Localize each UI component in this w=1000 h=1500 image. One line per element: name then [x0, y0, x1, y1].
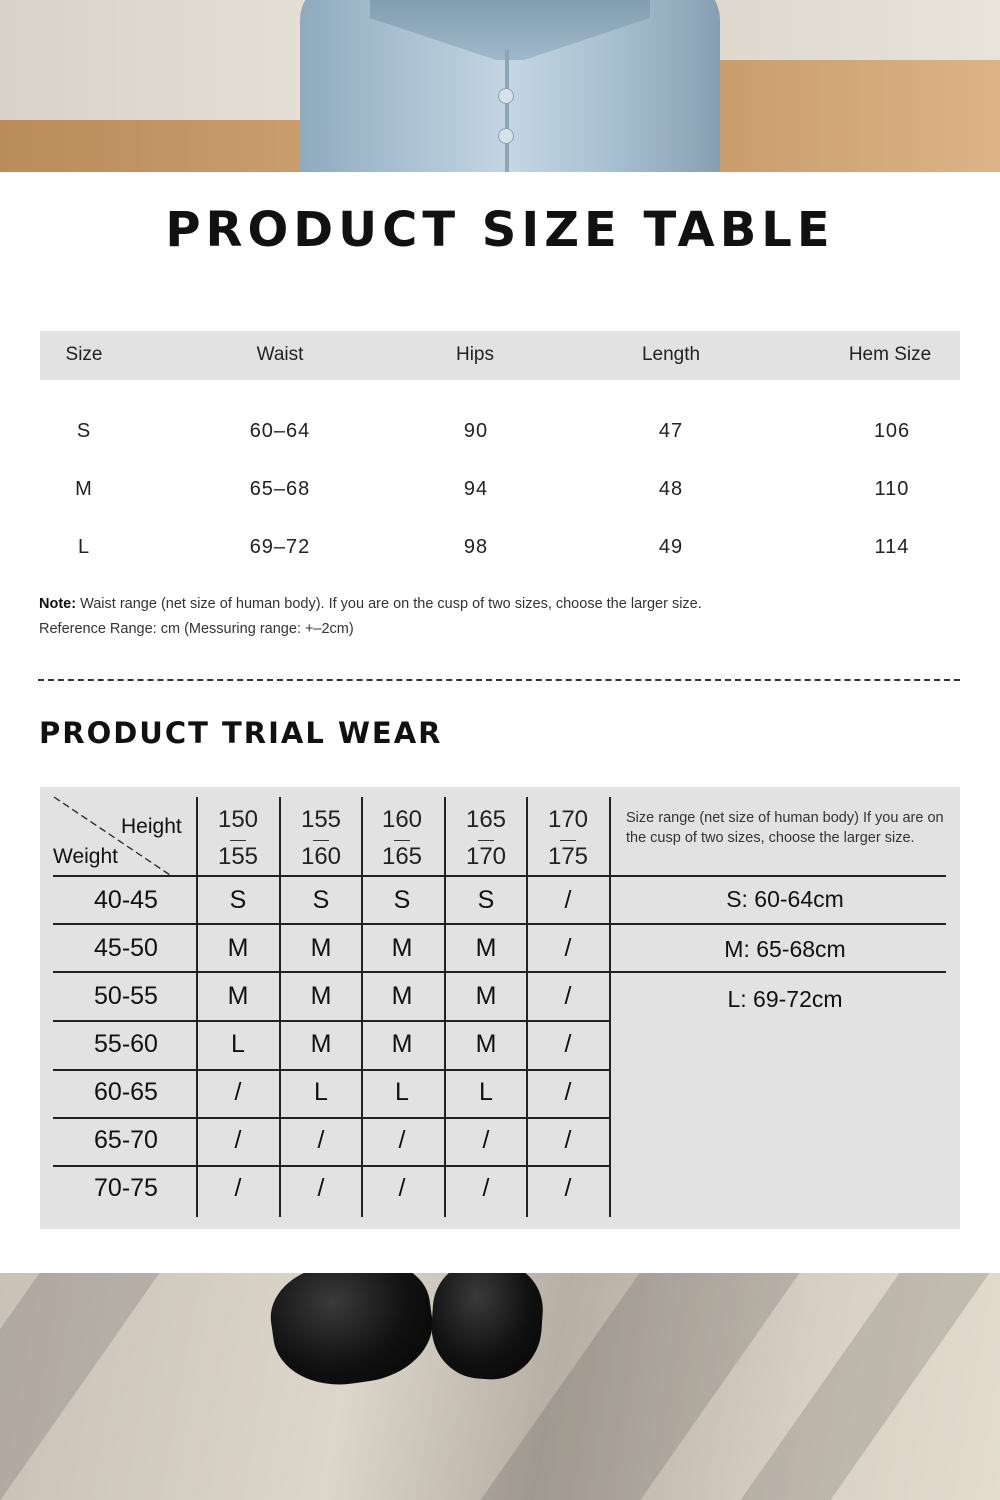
trial-size-cell: M	[475, 934, 497, 962]
height-range-top: 150	[217, 806, 259, 833]
trial-size-cell: /	[234, 1078, 242, 1106]
trial-size-cell: S	[477, 886, 495, 914]
weight-range: 40-45	[94, 886, 158, 914]
trial-size-cell: M	[227, 982, 249, 1010]
table-cell: 94	[463, 478, 489, 500]
height-range-top: 170	[547, 806, 589, 833]
table-cell: 47	[658, 420, 684, 442]
trial-size-cell: M	[391, 934, 413, 962]
grid-line	[609, 797, 611, 1217]
trial-size-cell: /	[234, 1126, 242, 1154]
trial-size-cell: M	[475, 1030, 497, 1058]
table-cell: L	[77, 536, 91, 558]
trial-size-cell: S	[229, 886, 247, 914]
range-dash	[394, 840, 410, 841]
height-range-bottom: 165	[381, 843, 423, 870]
table-cell: 65–68	[249, 478, 311, 500]
range-dash	[560, 840, 576, 841]
trial-size-cell: /	[564, 1078, 572, 1106]
grid-line	[53, 923, 946, 925]
table-cell: 114	[874, 536, 910, 558]
trial-size-cell: L	[395, 1078, 409, 1106]
range-l: L: 69-72cm	[727, 986, 843, 1012]
table-cell: 69–72	[249, 536, 311, 558]
header-hem-size: Hem Size	[848, 344, 932, 365]
trial-size-cell: M	[310, 982, 332, 1010]
trial-size-cell: M	[475, 982, 497, 1010]
weight-label: Weight	[53, 845, 118, 868]
table-cell: 90	[463, 420, 489, 442]
header-size: Size	[65, 344, 103, 365]
table-cell: 98	[463, 536, 489, 558]
weight-range: 45-50	[94, 934, 158, 962]
trial-size-cell: M	[391, 982, 413, 1010]
trial-size-cell: M	[310, 1030, 332, 1058]
shirt-placket	[505, 50, 509, 172]
range-dash	[313, 840, 329, 841]
page-title: PRODUCT SIZE TABLE	[165, 202, 835, 258]
height-range-bottom: 160	[300, 843, 342, 870]
trial-size-cell: M	[391, 1030, 413, 1058]
trial-size-cell: /	[482, 1126, 490, 1154]
table-cell: 48	[658, 478, 684, 500]
trial-size-cell: /	[234, 1174, 242, 1202]
trial-size-cell: /	[564, 1030, 572, 1058]
table-cell: 60–64	[249, 420, 311, 442]
shadow	[0, 1273, 159, 1500]
trial-size-cell: S	[393, 886, 411, 914]
height-range-top: 155	[300, 806, 342, 833]
section-title: PRODUCT TRIAL WEAR	[39, 716, 443, 750]
top-product-photo	[0, 0, 1000, 172]
weight-range: 55-60	[94, 1030, 158, 1058]
grid-line	[53, 1069, 610, 1071]
shirt-button	[498, 128, 514, 144]
note-text: Waist range (net size of human body). If you are on the cusp of two sizes, choose the larger size.	[76, 596, 702, 612]
right-shoe	[428, 1273, 546, 1383]
trial-size-cell: L	[314, 1078, 328, 1106]
trial-size-cell: /	[398, 1174, 406, 1202]
trial-size-cell: /	[564, 934, 572, 962]
table-cell: 110	[874, 478, 910, 500]
shadow	[741, 1273, 990, 1500]
note-label: Note:	[39, 596, 77, 612]
grid-line	[53, 971, 946, 973]
dashed-divider	[38, 679, 960, 681]
trial-size-cell: L	[479, 1078, 493, 1106]
range-dash	[478, 840, 494, 841]
height-range-bottom: 155	[217, 843, 259, 870]
left-shoe	[264, 1273, 439, 1394]
header-length: Length	[641, 344, 701, 365]
range-s: S: 60-64cm	[726, 886, 844, 912]
trial-size-cell: /	[482, 1174, 490, 1202]
table-cell: M	[75, 478, 93, 500]
grid-line	[53, 1020, 610, 1022]
table-cell: 49	[658, 536, 684, 558]
range-dash	[230, 840, 246, 841]
shirt-button	[498, 88, 514, 104]
table-cell: S	[76, 420, 92, 442]
grid-line	[53, 1165, 610, 1167]
size-note	[39, 596, 702, 612]
height-range-top: 160	[381, 806, 423, 833]
height-range-top: 165	[465, 806, 507, 833]
trial-size-cell: /	[317, 1126, 325, 1154]
range-m: M: 65-68cm	[724, 936, 846, 962]
height-range-bottom: 175	[547, 843, 589, 870]
size-table-header	[40, 331, 960, 380]
size-range-info: Size range (net size of human body) If you are on the cusp of two sizes, choose the larger size.	[626, 810, 944, 846]
trial-size-cell: /	[564, 1174, 572, 1202]
header-hips: Hips	[455, 344, 494, 365]
height-range-bottom: 170	[465, 843, 507, 870]
trial-size-cell: /	[564, 1126, 572, 1154]
trial-size-cell: M	[227, 934, 249, 962]
trial-size-cell: /	[317, 1174, 325, 1202]
table-cell: 106	[873, 420, 911, 442]
grid-line	[53, 1117, 610, 1119]
grid-line	[53, 875, 946, 877]
trial-size-cell: L	[231, 1030, 245, 1058]
trial-size-cell: M	[310, 934, 332, 962]
height-label: Height	[121, 815, 182, 838]
weight-range: 50-55	[94, 982, 158, 1010]
weight-range: 65-70	[94, 1126, 158, 1154]
header-waist: Waist	[256, 344, 304, 365]
trial-size-cell: /	[398, 1126, 406, 1154]
bottom-product-photo	[0, 1273, 1000, 1500]
weight-range: 60-65	[94, 1078, 158, 1106]
reference-range-note: Reference Range: cm (Messuring range: +–2cm)	[39, 621, 354, 637]
trial-size-cell: /	[564, 886, 572, 914]
wood-board	[700, 60, 1000, 172]
trial-size-cell: S	[312, 886, 330, 914]
trial-size-cell: /	[564, 982, 572, 1010]
weight-range: 70-75	[94, 1174, 158, 1202]
